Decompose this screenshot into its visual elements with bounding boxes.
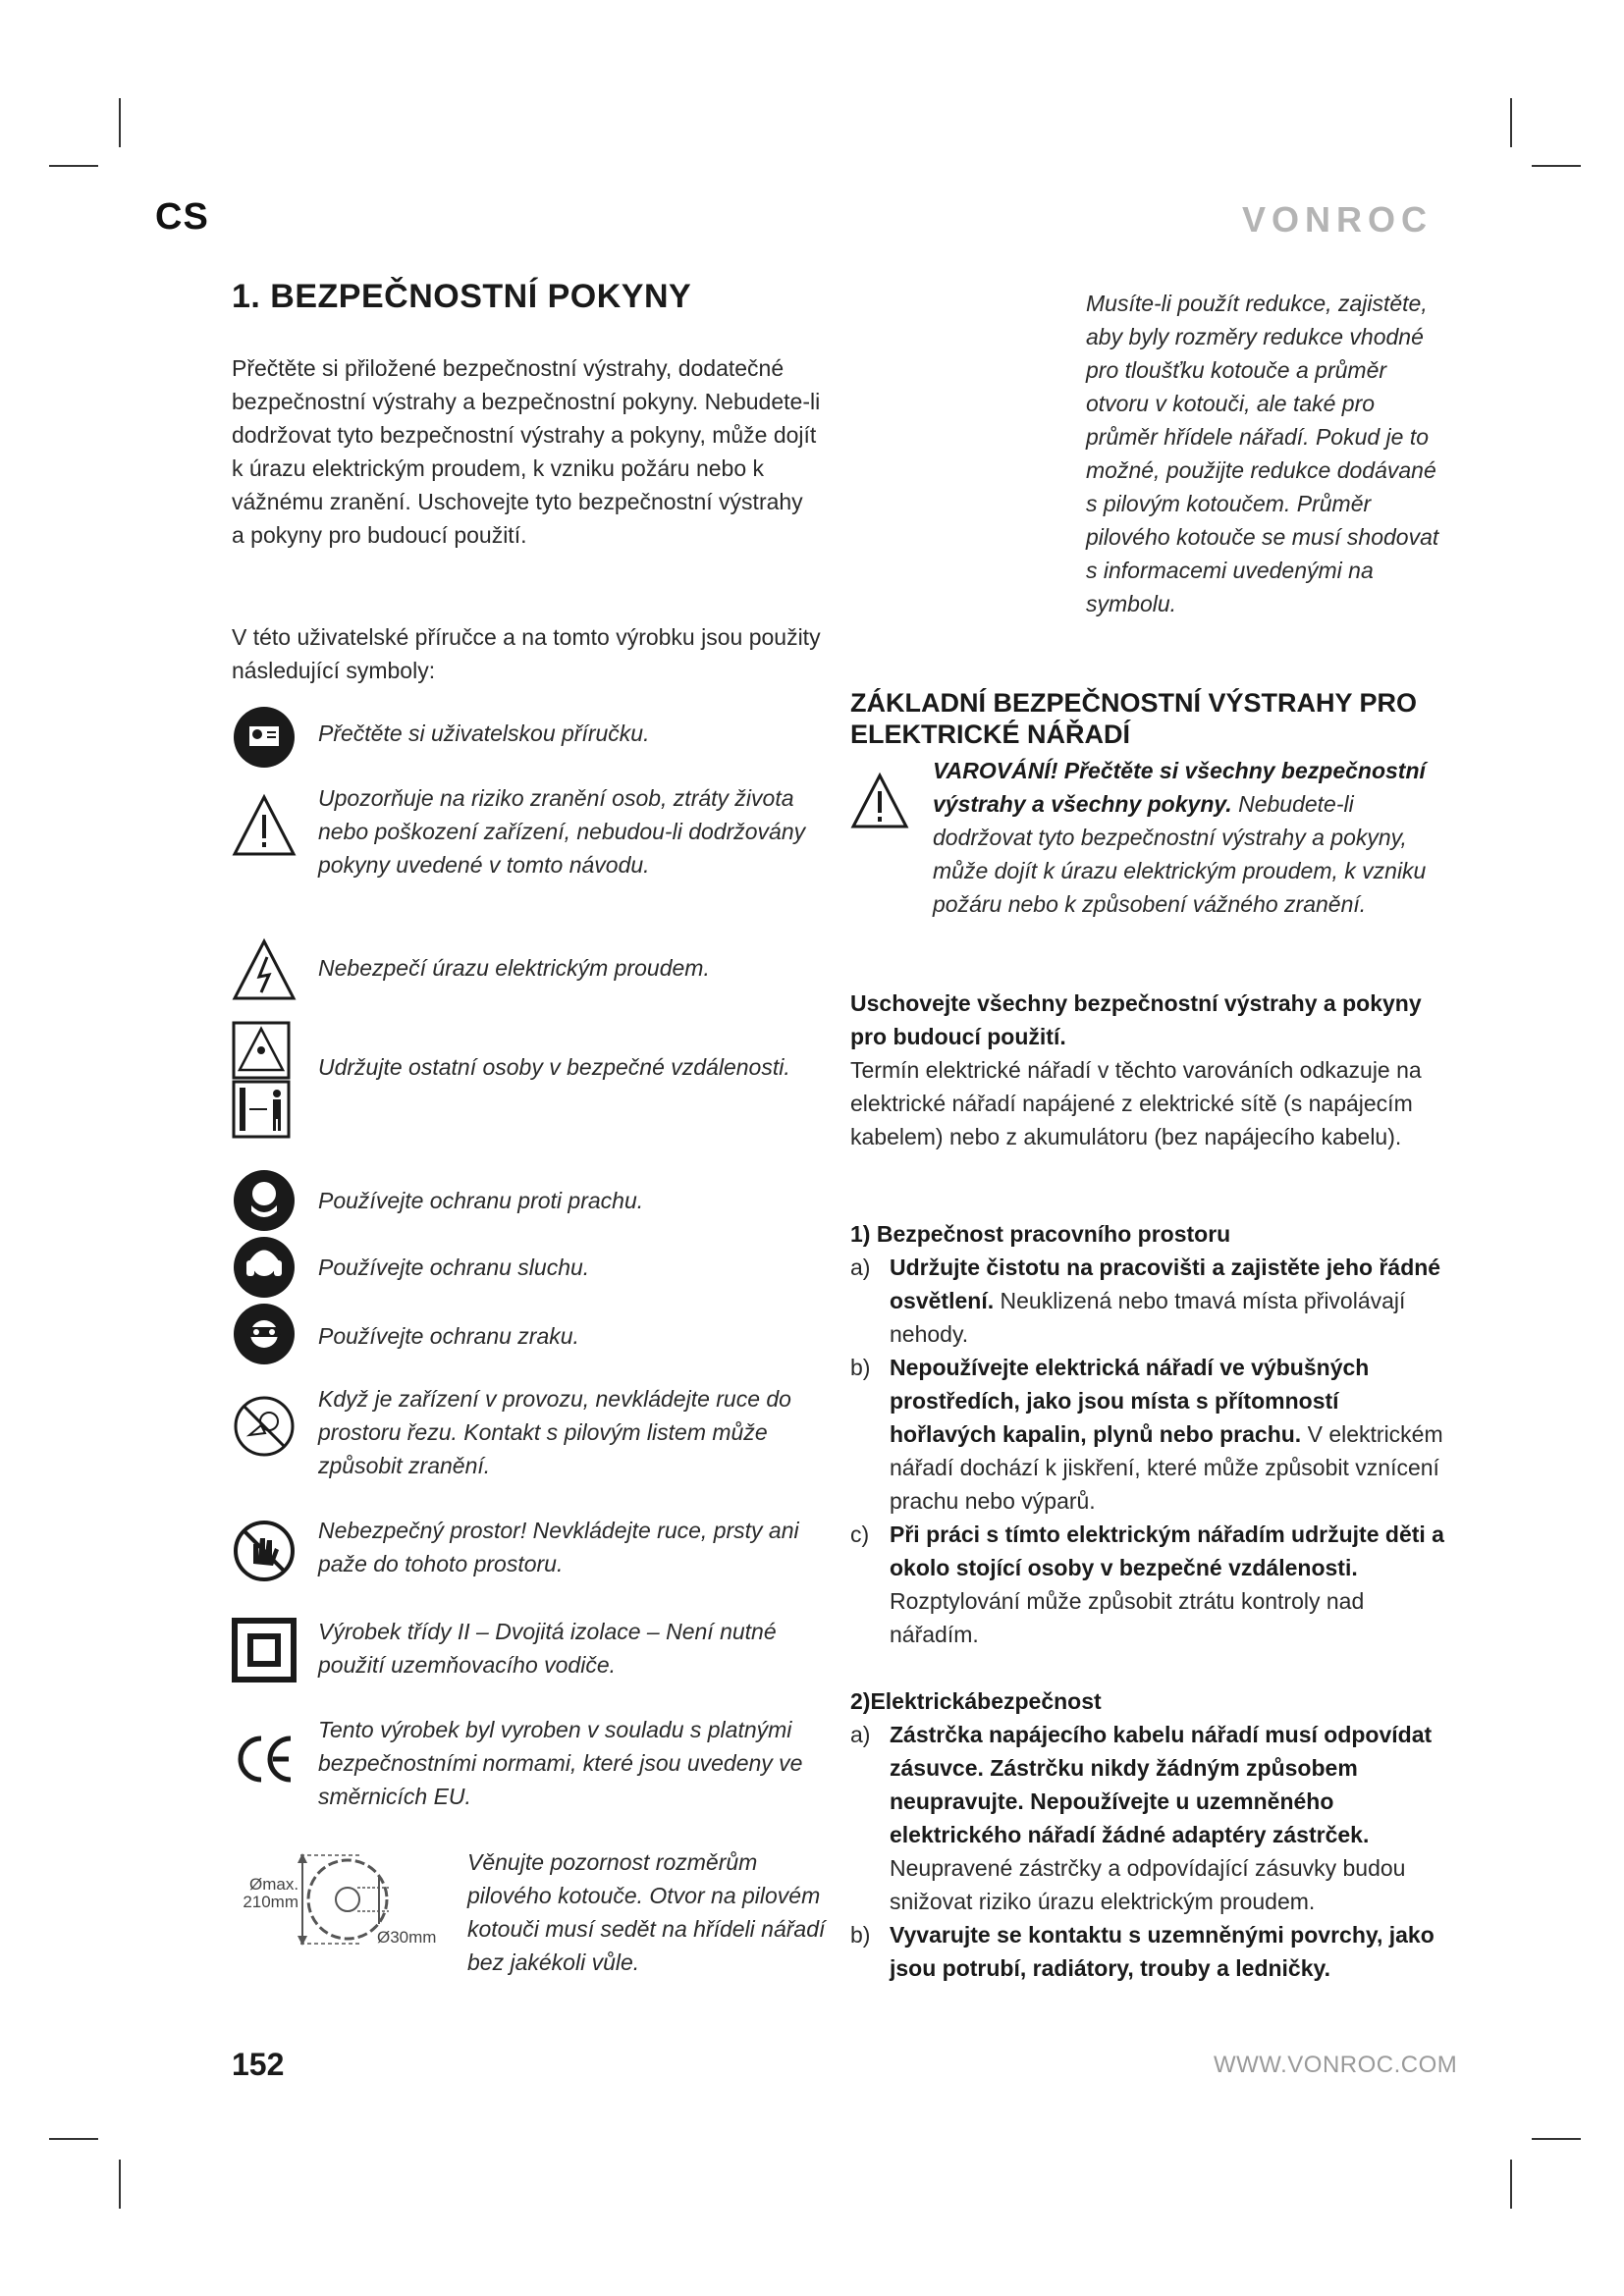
warning-text bbox=[933, 754, 1453, 921]
symbol-item bbox=[232, 1615, 821, 1683]
section-heading: 2)Elektrickábezpečnost bbox=[850, 1688, 1102, 1714]
eye-protection-icon bbox=[232, 1302, 297, 1366]
list-text: Neupravené zástrčky a odpovídající zásuvky budou snižovat riziko úrazu elektrickým proudem. bbox=[890, 1855, 1406, 1914]
symbol-item bbox=[232, 1168, 821, 1233]
website-url: WWW.VONROC.COM bbox=[1214, 2052, 1458, 2078]
symbol-item bbox=[232, 937, 821, 1006]
list-bold: Udržujte čistotu na pracovišti a zajistěte jeho řádné osvětlení. bbox=[890, 1255, 1441, 1313]
symbol-text: Upozorňuje na riziko zranění osob, ztráty života nebo poškození zařízení, nebudou-li dodržovány pokyny uvedené v tomto návodu. bbox=[318, 785, 806, 878]
symbol-text: Tento výrobek byl vyroben v souladu s platnými bezpečnostními normami, které jsou uvedeny ve směrnicích EU. bbox=[318, 1717, 803, 1809]
no-hands-blade-icon bbox=[232, 1394, 297, 1459]
symbol-item bbox=[232, 1021, 821, 1139]
list-body bbox=[890, 1918, 1449, 1985]
list-item bbox=[850, 1518, 1449, 1651]
symbol-text: Nebezpečí úrazu elektrickým proudem. bbox=[318, 955, 710, 981]
list-item bbox=[850, 1918, 1449, 1987]
list-body bbox=[890, 1518, 1449, 1651]
keep-bold: Uschovejte všechny bezpečnostní výstrahy a pokyny pro budoucí použití. bbox=[850, 990, 1422, 1049]
list-text: Neuklizená nebo tmavá místa přivolávají nehody. bbox=[890, 1288, 1406, 1347]
list-item bbox=[850, 1718, 1449, 1918]
crop-mark bbox=[119, 2160, 121, 2209]
crop-mark bbox=[49, 165, 98, 167]
brand-logo: VONROC bbox=[1242, 199, 1434, 240]
blade-dimension-item bbox=[232, 1845, 826, 1983]
symbol-item bbox=[232, 1235, 821, 1300]
general-warnings-heading: ZÁKLADNÍ BEZPEČNOSTNÍ VÝSTRAHY PRO ELEKTRICKÉ NÁŘADÍ bbox=[850, 688, 1418, 749]
page-title: 1. BEZPEČNOSTNÍ POKYNY bbox=[232, 278, 692, 315]
list-body bbox=[890, 1251, 1449, 1351]
list-label: a) bbox=[850, 1722, 871, 1747]
list-body bbox=[890, 1718, 1449, 1918]
keep-instructions bbox=[850, 987, 1449, 1153]
symbol-text: Výrobek třídy II – Dvojitá izolace – Není nutné použití uzemňovacího vodiče. bbox=[318, 1619, 777, 1678]
electric-shock-icon bbox=[232, 937, 297, 1002]
warning-triangle-icon bbox=[850, 772, 909, 830]
crop-mark bbox=[1510, 2160, 1512, 2209]
ear-protection-icon bbox=[232, 1235, 297, 1300]
symbol-item bbox=[232, 781, 821, 919]
list-label: a) bbox=[850, 1255, 871, 1280]
crop-mark bbox=[1532, 165, 1581, 167]
read-manual-icon bbox=[232, 705, 297, 770]
symbol-item bbox=[232, 705, 821, 774]
blade-text: Věnujte pozornost rozměrům pilového kotouče. Otvor na pilovém kotouči musí sedět na hřídeli nářadí bez jakékoli vůle. bbox=[467, 1849, 826, 1975]
language-code: CS bbox=[155, 196, 209, 238]
reducer-note: Musíte-li použít redukce, zajistěte, aby byly rozměry redukce vhodné pro tloušťku kotouče a průměr otvoru v kotouči, ale také pro průměr hřídele nářadí. Pokud je to možné, použijte redukce dodávané s pilovým kotoučem. Průměr pilového kotouče se musí shodovat s informacemi uvedenými na symbolu. bbox=[1086, 291, 1439, 616]
list-label: b) bbox=[850, 1355, 871, 1380]
list-label: b) bbox=[850, 1922, 871, 1948]
symbol-text: Přečtěte si uživatelskou příručku. bbox=[318, 721, 650, 746]
blade-max-value: 210mm bbox=[243, 1893, 298, 1911]
blade-max-label: Ømax. bbox=[249, 1875, 299, 1894]
list-bold: Při práci s tímto elektrickým nářadím udržujte děti a okolo stojící osoby v bezpečné vzdálenosti. bbox=[890, 1522, 1444, 1580]
list-text: V elektrickém nářadí dochází k jiskření, které může způsobit vznícení prachu nebo výparů. bbox=[890, 1421, 1443, 1514]
symbol-text: Udržujte ostatní osoby v bezpečné vzdálenosti. bbox=[318, 1054, 790, 1080]
symbol-text: Nebezpečný prostor! Nevkládejte ruce, prsty ani paže do tohoto prostoru. bbox=[318, 1518, 799, 1576]
crop-mark bbox=[1510, 98, 1512, 147]
page-number: 152 bbox=[232, 2047, 285, 2082]
double-insulation-icon bbox=[232, 1618, 297, 1682]
intro-paragraph: Přečtěte si přiložené bezpečnostní výstrahy, dodatečné bezpečnostní výstrahy a bezpečnostní pokyny. Nebudete-li dodržovat tyto bezpečnostní výstrahy a pokyny, může dojít k úrazu elektrickým proudem, k vzniku požáru nebo k vážnému zranění. Uschovejte tyto bezpečnostní výstrahy a pokyny pro budoucí použití. bbox=[232, 355, 821, 548]
keep-body: Termín elektrické nářadí v těchto varováních odkazuje na elektrické nářadí napájené z elektrické sítě (s napájecím kabelem) nebo z akumulátoru (bez napájecího kabelu). bbox=[850, 1057, 1422, 1149]
warning-triangle-icon bbox=[232, 793, 297, 858]
list-text: Rozptylování může způsobit ztrátu kontroly nad nářadím. bbox=[890, 1588, 1365, 1647]
symbol-item bbox=[232, 1713, 821, 1821]
list-label: c) bbox=[850, 1522, 870, 1547]
no-hands-zone-icon bbox=[232, 1519, 297, 1583]
list-bold: Zástrčka napájecího kabelu nářadí musí odpovídat zásuvce. Zástrčku nikdy žádným způsobem neupravujte. Nepoužívejte u uzemněného elektrického nářadí žádné adaptéry zástrček. bbox=[890, 1722, 1433, 1847]
list-bold: Vyvarujte se kontaktu s uzemněnými povrchy, jako jsou potrubí, radiátory, trouby a ledničky. bbox=[890, 1922, 1435, 1981]
dust-mask-icon bbox=[232, 1168, 297, 1233]
list-bold: Nepoužívejte elektrická nářadí ve výbušných prostředích, jako jsou místa s přítomností hořlavých kapalin, plynů nebo prachu. bbox=[890, 1355, 1370, 1447]
crop-mark bbox=[1532, 2138, 1581, 2140]
list-item bbox=[850, 1351, 1449, 1518]
symbol-text: Používejte ochranu proti prachu. bbox=[318, 1188, 644, 1213]
intro-symbols-paragraph: V této uživatelské příručce a na tomto výrobku jsou použity následující symboly: bbox=[232, 624, 821, 683]
symbol-text: Používejte ochranu zraku. bbox=[318, 1323, 579, 1349]
symbol-text: Když je zařízení v provozu, nevkládejte ruce do prostoru řezu. Kontakt s pilovým listem může způsobit zranění. bbox=[318, 1386, 791, 1478]
warning-body: Nebudete-li dodržovat tyto bezpečnostní výstrahy a pokyny, může dojít k úrazu elektrickým proudem, k vzniku požáru nebo k způsobení vážného zranění. bbox=[933, 791, 1427, 917]
blade-bore-label: Ø30mm bbox=[377, 1928, 437, 1947]
blade-diagram bbox=[232, 1845, 448, 1953]
crop-mark bbox=[119, 98, 121, 147]
warning-bold: VAROVÁNÍ! Přečtěte si všechny bezpečnostní výstrahy a všechny pokyny. bbox=[933, 758, 1426, 817]
ce-mark-icon bbox=[232, 1727, 297, 1791]
symbol-item bbox=[232, 1514, 821, 1582]
symbol-item bbox=[232, 1302, 821, 1366]
crop-mark bbox=[49, 2138, 98, 2140]
section-heading: 1) Bezpečnost pracovního prostoru bbox=[850, 1221, 1231, 1247]
symbol-text: Používejte ochranu sluchu. bbox=[318, 1255, 590, 1280]
list-item bbox=[850, 1251, 1449, 1351]
symbol-item bbox=[232, 1382, 821, 1490]
keep-distance-icon bbox=[232, 1021, 291, 1139]
list-body bbox=[890, 1351, 1449, 1518]
